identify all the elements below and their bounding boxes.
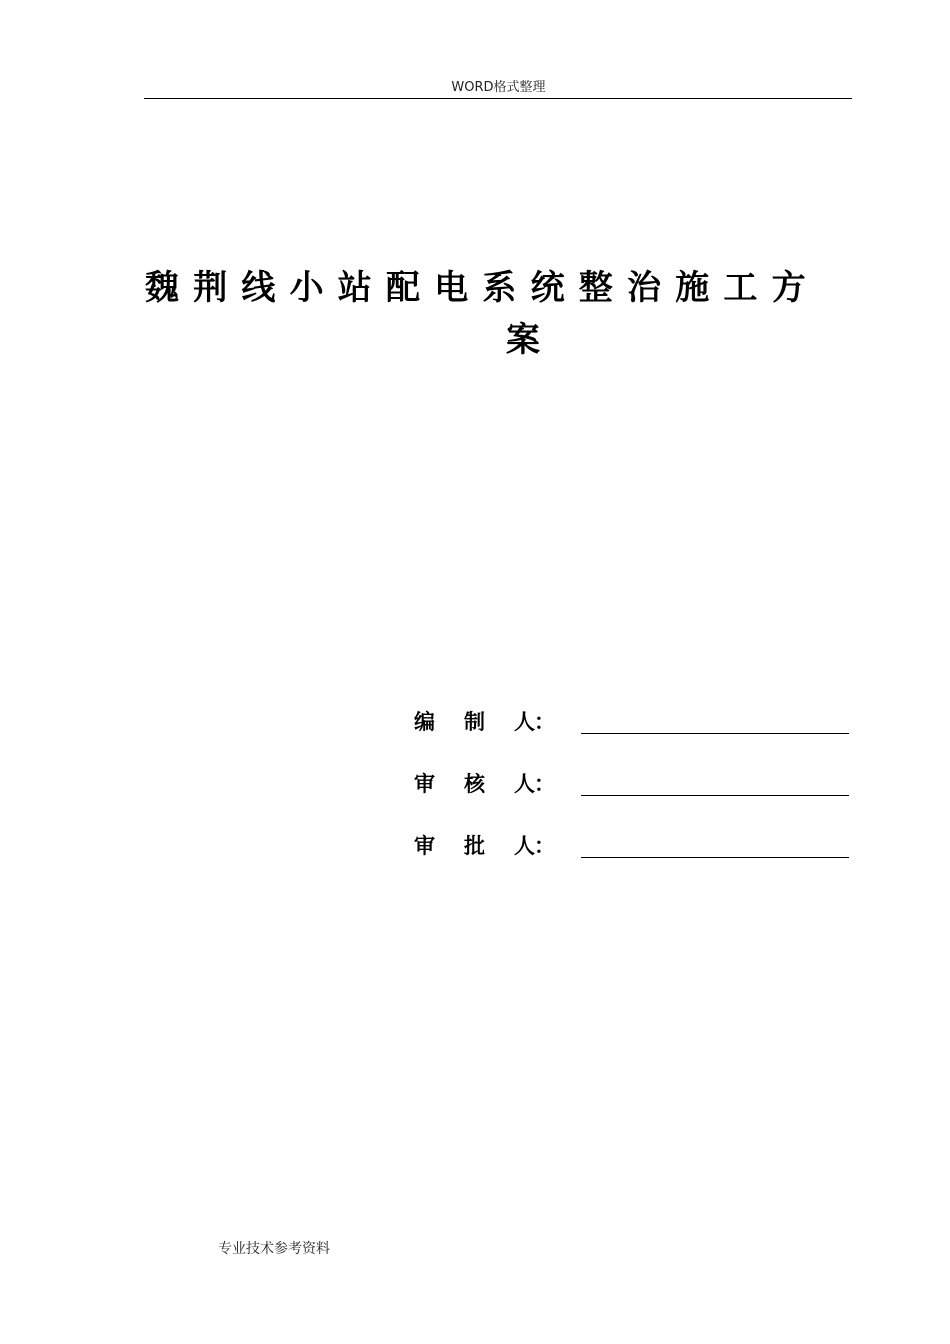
signature-row-reviewer [414, 762, 854, 824]
signature-label-colon: ： [534, 710, 555, 734]
signature-label-colon: ： [534, 834, 555, 858]
signature-label-char: 编 [414, 710, 435, 734]
signature-label-colon: ： [534, 772, 555, 796]
page-footer-text: 专业技术参考资料 [218, 1241, 330, 1257]
signature-label-char: 人 [514, 772, 535, 796]
document-title [144, 262, 852, 366]
signature-line-approver[interactable] [581, 857, 849, 858]
header-divider [144, 98, 852, 99]
signature-label-compiler [414, 708, 555, 736]
signature-label-char: 批 [464, 834, 485, 858]
signature-label-char: 审 [414, 772, 435, 796]
page-header-text: WORD格式整理 [451, 80, 546, 95]
signature-label-char: 审 [414, 834, 435, 858]
signature-row-approver [414, 824, 854, 886]
signature-block [414, 700, 854, 886]
signature-line-compiler[interactable] [581, 733, 849, 734]
document-title-line-1: 魏荆线小站配电系统整治施工方 [145, 268, 820, 308]
signature-label-approver [414, 832, 555, 860]
signature-row-compiler [414, 700, 854, 762]
signature-label-char: 人 [514, 710, 535, 734]
signature-label-char: 人 [514, 834, 535, 858]
signature-label-reviewer [414, 770, 555, 798]
signature-label-char: 核 [464, 772, 485, 796]
signature-line-reviewer[interactable] [581, 795, 849, 796]
signature-label-char: 制 [464, 710, 485, 734]
document-title-line-2: 案 [506, 320, 555, 360]
